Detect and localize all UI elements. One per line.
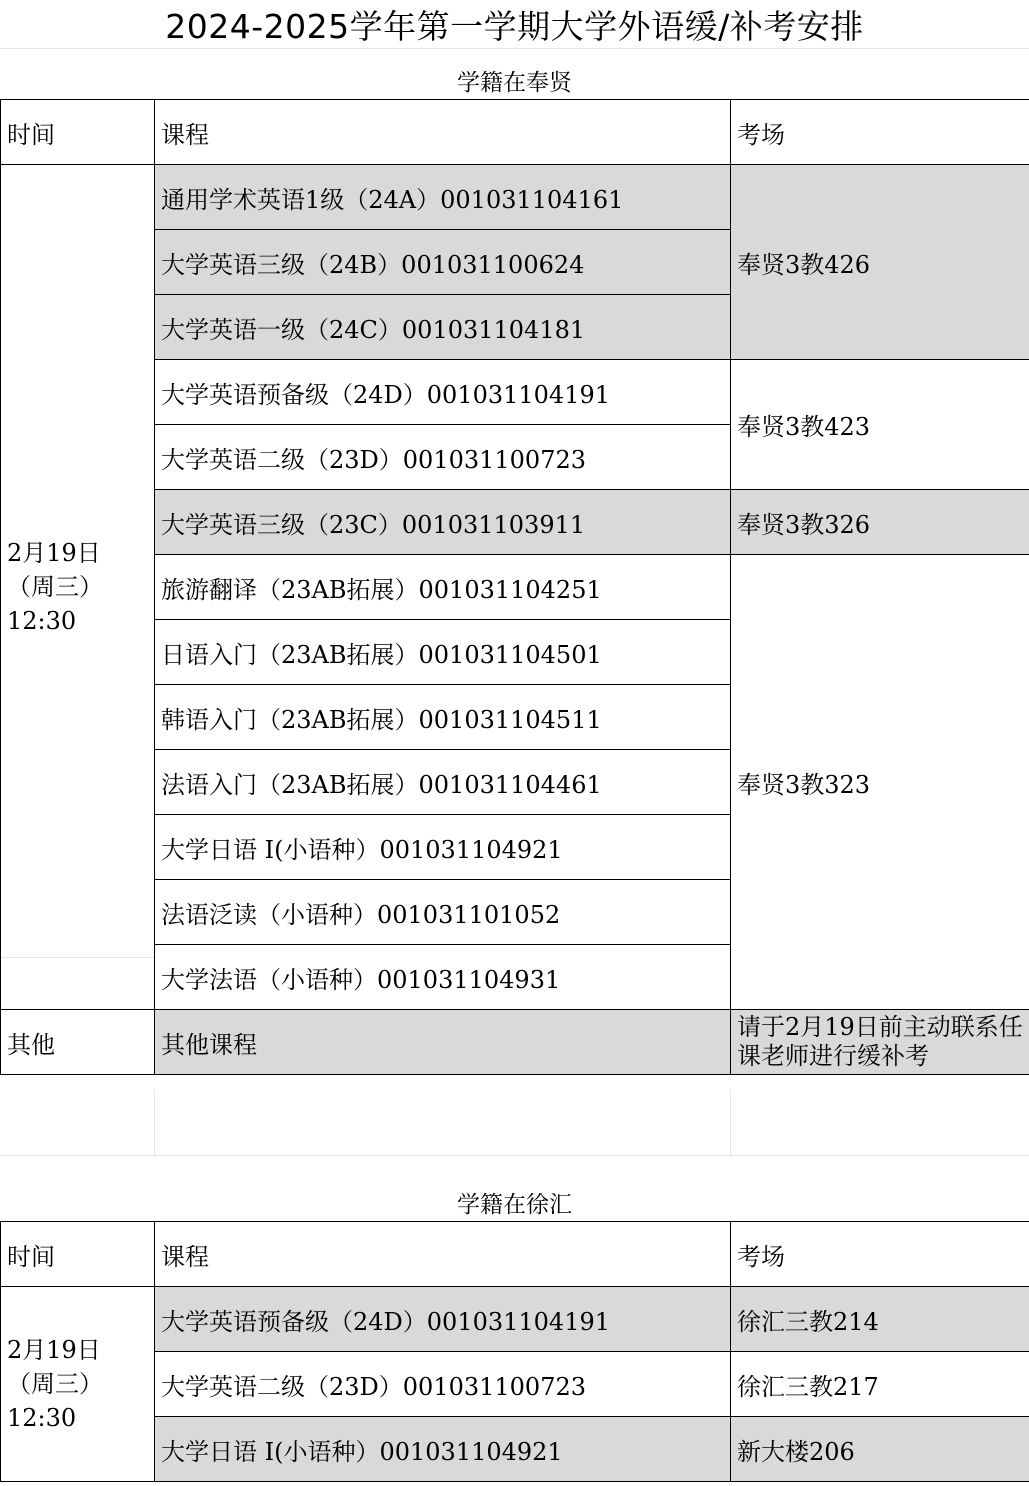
course-cell: 大学英语一级（24C）001031104181: [155, 295, 731, 360]
exam-time-cell: [1, 1287, 155, 1482]
course-cell: 日语入门（23AB拓展）001031104501: [155, 620, 731, 685]
table-row: [1, 1287, 1029, 1352]
header-time: 时间: [1, 1222, 155, 1287]
table-row: [1, 1417, 1029, 1482]
course-cell: 大学英语二级（23D）001031100723: [155, 425, 731, 490]
page-title: 2024-2025学年第一学期大学外语缓/补考安排: [165, 7, 864, 46]
course-cell: 大学英语预备级（24D）001031104191: [155, 1287, 731, 1352]
exam-weekday: （周三）: [7, 1370, 103, 1398]
room-cell: 新大楼206: [731, 1417, 1029, 1482]
gridline: [0, 1155, 1029, 1156]
course-cell: 大学法语（小语种）001031104931: [155, 945, 731, 1010]
other-note-cell: 请于2月19日前主动联系任课老师进行缓补考: [731, 1010, 1029, 1075]
room-cell: 奉贤3教423: [731, 360, 1029, 490]
course-cell: 法语泛读（小语种）001031101052: [155, 880, 731, 945]
other-time-cell: 其他: [1, 1010, 155, 1075]
room-cell: 奉贤3教426: [731, 165, 1029, 360]
course-cell: 大学日语 I(小语种）001031104921: [155, 1417, 731, 1482]
exam-weekday: （周三）: [7, 573, 103, 601]
xuhui-schedule-table: [0, 1221, 1029, 1482]
fengxian-schedule-table: [0, 99, 1029, 1075]
exam-clock: 12:30: [7, 607, 77, 635]
header-time: 时间: [1, 100, 155, 165]
room-cell: 徐汇三教217: [731, 1352, 1029, 1417]
exam-date: 2月19日: [7, 539, 101, 567]
exam-time-cell: [1, 165, 155, 1010]
course-cell: 大学英语三级（23C）001031103911: [155, 490, 731, 555]
room-cell: 奉贤3教326: [731, 490, 1029, 555]
course-cell: 大学英语预备级（24D）001031104191: [155, 360, 731, 425]
gridline: [154, 1090, 155, 1156]
course-cell: 通用学术英语1级（24A）001031104161: [155, 165, 731, 230]
course-cell: 大学日语 I(小语种）001031104921: [155, 815, 731, 880]
table-row: [1, 1352, 1029, 1417]
course-cell: 旅游翻译（23AB拓展）001031104251: [155, 555, 731, 620]
exam-date: 2月19日: [7, 1336, 101, 1364]
table-header-row: [1, 1222, 1029, 1287]
course-cell: 法语入门（23AB拓展）001031104461: [155, 750, 731, 815]
table-row: [1, 165, 1029, 230]
table-row-other: [1, 1010, 1029, 1075]
header-course: 课程: [155, 100, 731, 165]
table-row: [1, 555, 1029, 620]
table-header-row: [1, 100, 1029, 165]
room-cell: 奉贤3教323: [731, 555, 1029, 1010]
section-heading-xuhui: 学籍在徐汇: [457, 1192, 572, 1218]
room-cell: 徐汇三教214: [731, 1287, 1029, 1352]
exam-clock: 12:30: [7, 1404, 77, 1432]
course-cell: 大学英语三级（24B）001031100624: [155, 230, 731, 295]
course-cell: 大学英语二级（23D）001031100723: [155, 1352, 731, 1417]
header-course: 课程: [155, 1222, 731, 1287]
table-row: [1, 360, 1029, 425]
other-course-cell: 其他课程: [155, 1010, 731, 1075]
header-room: 考场: [731, 1222, 1029, 1287]
table-row: [1, 490, 1029, 555]
header-room: 考场: [731, 100, 1029, 165]
course-cell: 韩语入门（23AB拓展）001031104511: [155, 685, 731, 750]
section-heading-fengxian: 学籍在奉贤: [457, 70, 572, 96]
gridline: [730, 1090, 731, 1156]
